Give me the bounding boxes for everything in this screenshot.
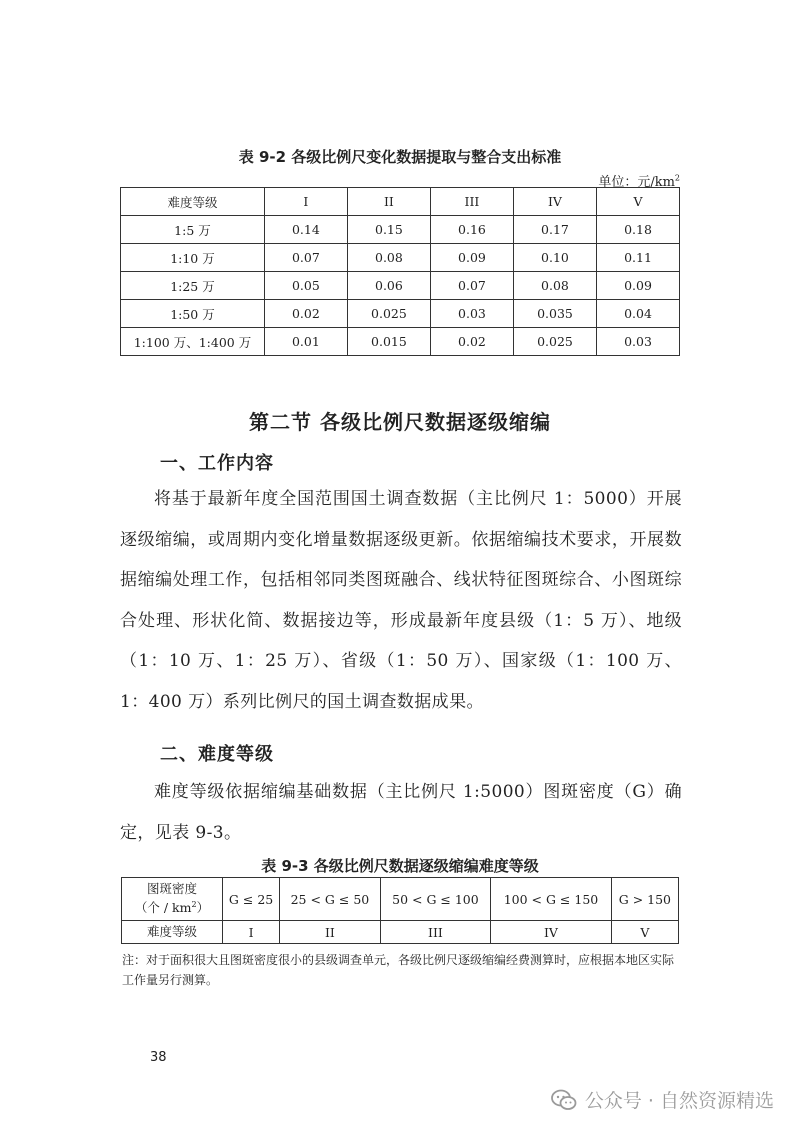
- table-cell: G > 150: [611, 878, 678, 921]
- table-cell: 0.07: [430, 272, 513, 300]
- table-cell: 0.04: [597, 300, 680, 328]
- table-cell: 0.08: [513, 272, 596, 300]
- table-cell: 1:25 万: [121, 272, 265, 300]
- table-row: [121, 244, 680, 272]
- table-cell: 0.16: [430, 216, 513, 244]
- table-header-cell: III: [430, 188, 513, 216]
- table-row: [121, 272, 680, 300]
- table-row: [121, 328, 680, 356]
- table-cell: 0.01: [264, 328, 347, 356]
- table1-header-row: [121, 188, 680, 216]
- table-cell: 50 < G ≤ 100: [380, 878, 491, 921]
- table-cell: 0.035: [513, 300, 596, 328]
- paragraph-work-content: 将基于最新年度全国范围国土调查数据（主比例尺 1：5000）开展逐级缩编，或周期内变化增量数据逐级更新。依据缩编技术要求，开展数据缩编处理工作，包括相邻同类图斑融合、线状特征图斑综合、小图斑综合处理、形状化简、数据接边等，形成最新年度县级（1：5 万）、地级（1：10 万、1：25 万）、省级（1：50 万）、国家级（1：100 万、1：400 万）系列比例尺的国土调查数据成果。: [120, 489, 682, 712]
- table-cell: II: [280, 921, 380, 944]
- watermark-text: 公众号 · 自然资源精选: [584, 1090, 774, 1112]
- table-cell: G ≤ 25: [223, 878, 280, 921]
- table-cell: 0.02: [264, 300, 347, 328]
- table-cell: 0.02: [430, 328, 513, 356]
- table-cell: 0.09: [430, 244, 513, 272]
- table-header-cell: V: [597, 188, 680, 216]
- table-row: [121, 300, 680, 328]
- table-cell: 0.17: [513, 216, 596, 244]
- section-title: 第二节 各级比例尺数据逐级缩编: [249, 410, 551, 434]
- table-header-cell: I: [264, 188, 347, 216]
- table-header-cell: 难度等级: [121, 188, 265, 216]
- table-row-label: 图斑密度 （个 / $km^2$）: [122, 878, 223, 921]
- page-number: 38: [150, 1050, 167, 1065]
- subsection-title-difficulty: 二、难度等级: [160, 744, 274, 765]
- table-header-cell: IV: [513, 188, 596, 216]
- table-cell: 0.05: [264, 272, 347, 300]
- table-cell: 1:10 万: [121, 244, 265, 272]
- table-cell: 0.09: [597, 272, 680, 300]
- watermark: [551, 1086, 774, 1113]
- table-header-cell: II: [347, 188, 430, 216]
- table-cell: 0.11: [597, 244, 680, 272]
- table-cell: 1:50 万: [121, 300, 265, 328]
- table1-caption: 表 9-2 各级比例尺变化数据提取与整合支出标准: [238, 148, 562, 166]
- wechat-icon: [551, 1088, 577, 1112]
- table2-caption: 表 9-3 各级比例尺数据逐级缩编难度等级: [261, 857, 539, 875]
- table-cell: 0.06: [347, 272, 430, 300]
- table-cell: 0.08: [347, 244, 430, 272]
- table-cell: 0.18: [597, 216, 680, 244]
- table-cell: 0.03: [430, 300, 513, 328]
- table-cell: 0.07: [264, 244, 347, 272]
- table-cell: V: [611, 921, 678, 944]
- table-cell: 0.025: [347, 300, 430, 328]
- subsection-title-work-content: 一、工作内容: [160, 453, 274, 474]
- table-cell: III: [380, 921, 491, 944]
- table-row: [121, 216, 680, 244]
- table-cell: 100 < G ≤ 150: [491, 878, 612, 921]
- table-row: [122, 878, 679, 921]
- table-cell: 0.15: [347, 216, 430, 244]
- table-cell: 1:100 万、1:400 万: [121, 328, 265, 356]
- table-row: [122, 921, 679, 944]
- table-cell: 1:5 万: [121, 216, 265, 244]
- table1: [120, 187, 680, 356]
- table-row-label: 难度等级: [122, 921, 223, 944]
- table-cell: 25 < G ≤ 50: [280, 878, 380, 921]
- table-cell: 0.025: [513, 328, 596, 356]
- table-cell: 0.03: [597, 328, 680, 356]
- table-cell: 0.10: [513, 244, 596, 272]
- table-cell: 0.015: [347, 328, 430, 356]
- table2: [121, 877, 679, 944]
- paragraph-difficulty: 难度等级依据缩编基础数据（主比例尺 1:5000）图斑密度（G）确定，见表 9-3。: [120, 782, 682, 843]
- table2-note: 注：对于面积很大且图斑密度很小的县级调查单元，各级比例尺逐级缩编经费测算时，应根据本地区实际工作量另行测算。: [122, 953, 675, 987]
- table-cell: 0.14: [264, 216, 347, 244]
- table-cell: I: [223, 921, 280, 944]
- table-cell: IV: [491, 921, 612, 944]
- table1-unit: 单位：元$/km^2$: [598, 173, 680, 190]
